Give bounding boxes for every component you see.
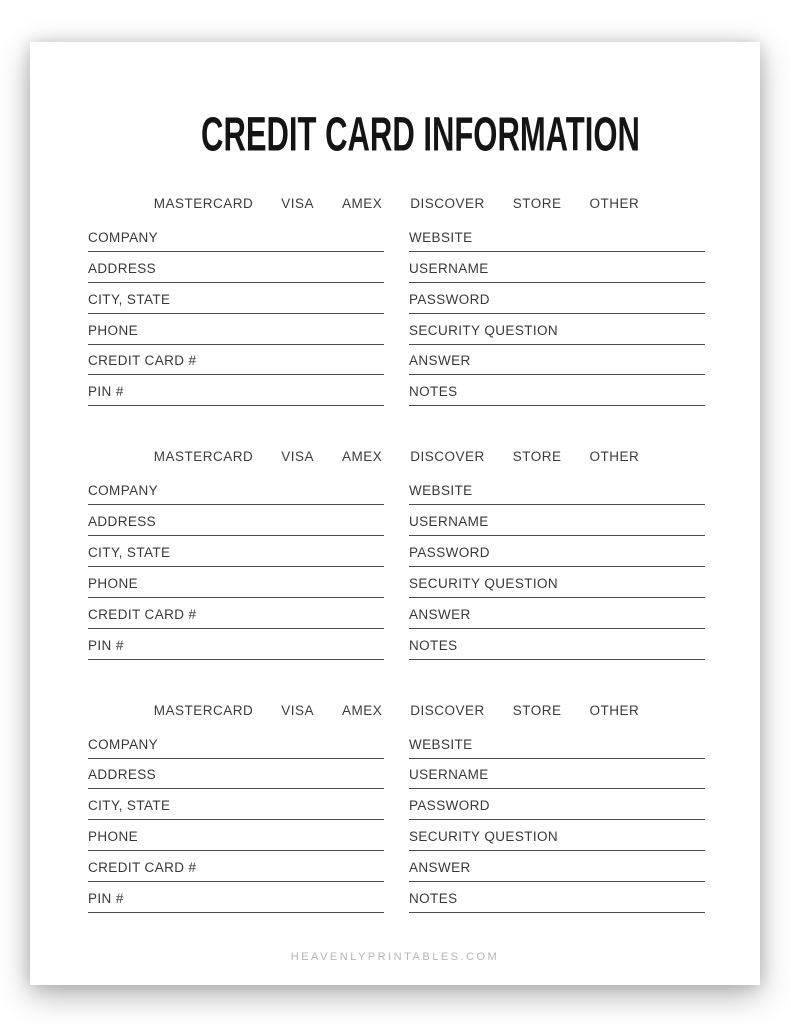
card-type-label: DISCOVER bbox=[410, 702, 485, 718]
card-type-label: STORE bbox=[512, 196, 562, 211]
field-row bbox=[409, 505, 705, 536]
card-type-label: STORE bbox=[512, 702, 562, 718]
card-type-label: AMEX bbox=[341, 702, 383, 718]
right-column bbox=[409, 474, 705, 659]
credit-card-section bbox=[88, 703, 705, 913]
left-column bbox=[88, 474, 384, 659]
page-content bbox=[30, 106, 760, 913]
field-label: USERNAME bbox=[409, 514, 489, 530]
field-row bbox=[88, 882, 384, 913]
field-label: ANSWER bbox=[409, 860, 471, 876]
field-row bbox=[88, 221, 384, 252]
field-label: PASSWORD bbox=[409, 545, 490, 561]
right-column bbox=[409, 221, 705, 406]
field-label: PIN # bbox=[88, 637, 124, 653]
field-row bbox=[88, 375, 384, 406]
field-label: ADDRESS bbox=[88, 260, 157, 276]
field-row bbox=[88, 536, 384, 567]
field-columns bbox=[88, 474, 705, 659]
sections-container bbox=[88, 196, 705, 913]
field-label: SECURITY QUESTION bbox=[409, 322, 559, 338]
field-label: NOTES bbox=[409, 637, 458, 653]
field-row bbox=[409, 598, 705, 629]
field-row bbox=[409, 221, 705, 252]
field-row bbox=[409, 345, 705, 376]
field-row bbox=[88, 252, 384, 283]
field-row bbox=[88, 474, 384, 505]
field-label: CREDIT CARD # bbox=[88, 606, 197, 622]
field-columns bbox=[88, 221, 705, 406]
card-type-label: VISA bbox=[281, 449, 314, 465]
field-row bbox=[409, 629, 705, 660]
card-type-label: MASTERCARD bbox=[153, 449, 254, 465]
field-label: PIN # bbox=[88, 384, 124, 400]
field-label: PHONE bbox=[88, 829, 139, 845]
field-row bbox=[409, 474, 705, 505]
field-label: PASSWORD bbox=[409, 798, 490, 814]
field-label: COMPANY bbox=[88, 483, 159, 499]
card-type-row bbox=[88, 196, 705, 212]
credit-card-section bbox=[88, 196, 705, 406]
card-type-label: MASTERCARD bbox=[153, 702, 254, 718]
field-label: CITY, STATE bbox=[88, 798, 171, 814]
field-label: COMPANY bbox=[88, 736, 159, 752]
field-row bbox=[88, 567, 384, 598]
card-type-label: OTHER bbox=[589, 702, 640, 718]
card-type-label: STORE bbox=[512, 449, 562, 465]
card-type-label: AMEX bbox=[341, 196, 383, 211]
card-type-label: OTHER bbox=[589, 449, 640, 465]
field-row bbox=[409, 375, 705, 406]
field-row bbox=[88, 851, 384, 882]
card-type-label: DISCOVER bbox=[410, 196, 485, 211]
field-row bbox=[88, 629, 384, 660]
field-label: COMPANY bbox=[88, 229, 159, 245]
right-column bbox=[409, 728, 705, 913]
card-type-label: VISA bbox=[281, 702, 314, 718]
printable-page bbox=[30, 42, 760, 985]
field-row bbox=[409, 728, 705, 759]
field-row bbox=[409, 283, 705, 314]
field-label: CREDIT CARD # bbox=[88, 860, 197, 876]
footer-credit: HEAVENLYPRINTABLES.COM bbox=[290, 951, 500, 963]
field-label: NOTES bbox=[409, 891, 458, 907]
field-row bbox=[88, 598, 384, 629]
card-type-label: AMEX bbox=[341, 449, 383, 465]
field-label: ADDRESS bbox=[88, 514, 157, 530]
card-type-row bbox=[88, 703, 705, 719]
field-label: CREDIT CARD # bbox=[88, 353, 197, 369]
field-label: USERNAME bbox=[409, 260, 489, 276]
page-title-text: CREDIT CARD INFORMATION bbox=[201, 106, 640, 161]
card-type-row bbox=[88, 449, 705, 465]
field-label: USERNAME bbox=[409, 767, 489, 783]
card-type-label: VISA bbox=[281, 196, 314, 211]
field-label: ANSWER bbox=[409, 606, 471, 622]
field-row bbox=[409, 851, 705, 882]
field-row bbox=[88, 283, 384, 314]
field-label: PHONE bbox=[88, 575, 139, 591]
field-label: NOTES bbox=[409, 384, 458, 400]
field-label: PHONE bbox=[88, 322, 139, 338]
field-row bbox=[409, 536, 705, 567]
field-row bbox=[409, 882, 705, 913]
field-label: CITY, STATE bbox=[88, 291, 171, 307]
credit-card-section bbox=[88, 449, 705, 659]
page-title bbox=[88, 106, 705, 161]
field-row bbox=[88, 314, 384, 345]
field-label: ADDRESS bbox=[88, 767, 157, 783]
field-label: CITY, STATE bbox=[88, 545, 171, 561]
field-columns bbox=[88, 728, 705, 913]
field-label: SECURITY QUESTION bbox=[409, 829, 559, 845]
field-row bbox=[409, 789, 705, 820]
field-label: WEBSITE bbox=[409, 229, 473, 245]
field-row bbox=[409, 820, 705, 851]
field-row bbox=[409, 314, 705, 345]
card-type-label: OTHER bbox=[589, 196, 640, 211]
field-label: PIN # bbox=[88, 891, 124, 907]
field-row bbox=[88, 505, 384, 536]
field-row bbox=[409, 252, 705, 283]
field-row bbox=[409, 567, 705, 598]
field-label: WEBSITE bbox=[409, 483, 473, 499]
field-row bbox=[409, 759, 705, 790]
field-label: PASSWORD bbox=[409, 291, 490, 307]
field-row bbox=[88, 728, 384, 759]
field-label: WEBSITE bbox=[409, 736, 473, 752]
card-type-label: DISCOVER bbox=[410, 449, 485, 465]
card-type-label: MASTERCARD bbox=[153, 196, 254, 211]
field-label: SECURITY QUESTION bbox=[409, 575, 559, 591]
field-row bbox=[88, 759, 384, 790]
field-row bbox=[88, 789, 384, 820]
left-column bbox=[88, 728, 384, 913]
field-label: ANSWER bbox=[409, 353, 471, 369]
left-column bbox=[88, 221, 384, 406]
field-row bbox=[88, 820, 384, 851]
field-row bbox=[88, 345, 384, 376]
